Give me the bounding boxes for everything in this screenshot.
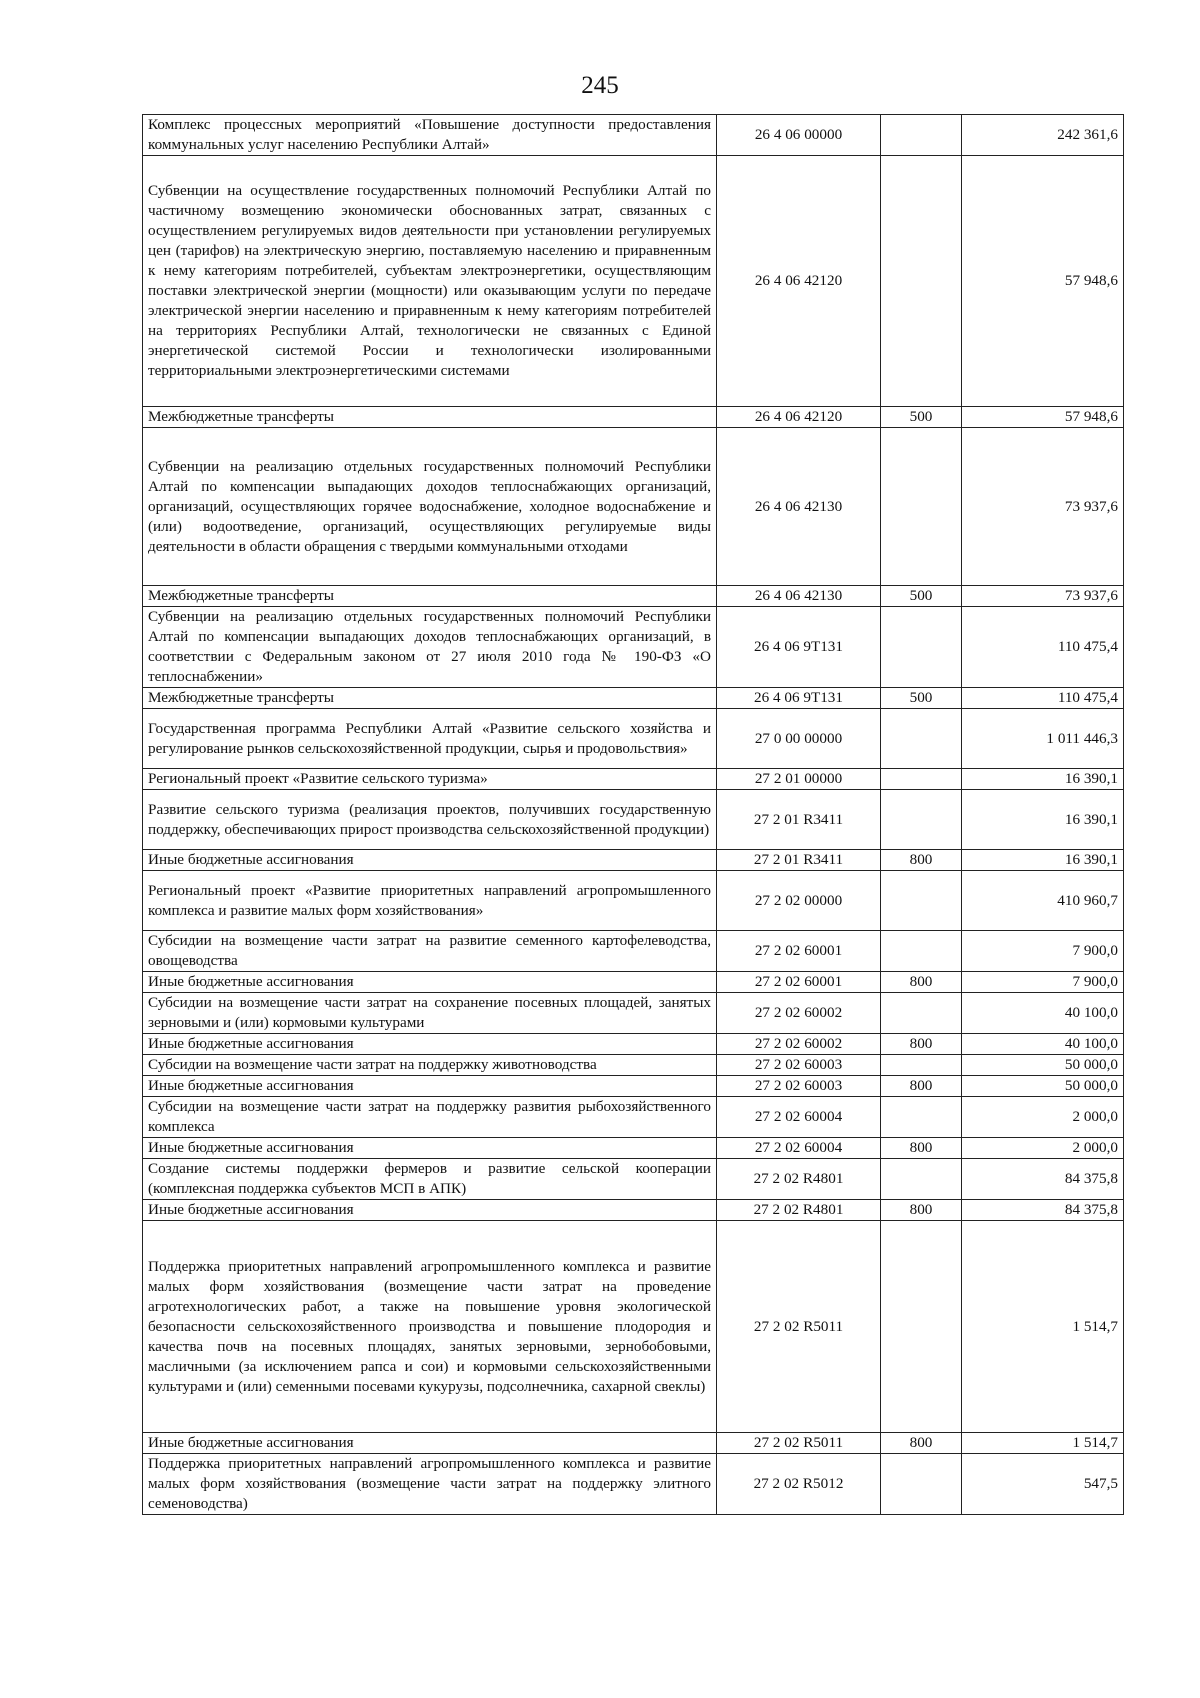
row-code: 27 2 02 60004 — [717, 1138, 881, 1159]
row-type — [881, 1221, 962, 1433]
table-row — [143, 1138, 1124, 1159]
row-code: 27 2 02 R5011 — [717, 1433, 881, 1454]
table-row — [143, 1454, 1124, 1515]
row-type: 800 — [881, 972, 962, 993]
row-name: Иные бюджетные ассигнования — [143, 1138, 717, 1159]
row-type — [881, 115, 962, 156]
table-row — [143, 972, 1124, 993]
table-row — [143, 688, 1124, 709]
row-name: Субсидии на возмещение части затрат на развитие семенного картофелеводства, овощеводства — [143, 931, 717, 972]
row-name: Субвенции на реализацию отдельных государственных полномочий Республики Алтай по компенсации выпадающих доходов теплоснабжающих организаций, организаций, осуществляющих горячее водоснабжение, холодное водоснабжение и (или) водоотведение, организаций, осуществляющих регулируемые виды деятельности в области обращения с твердыми коммунальными отходами — [143, 428, 717, 586]
row-sum: 410 960,7 — [962, 871, 1124, 931]
table-row — [143, 1076, 1124, 1097]
row-type — [881, 428, 962, 586]
row-name: Межбюджетные трансферты — [143, 688, 717, 709]
row-code: 26 4 06 9Т131 — [717, 607, 881, 688]
row-sum: 1 514,7 — [962, 1433, 1124, 1454]
table-row — [143, 709, 1124, 769]
row-type — [881, 1055, 962, 1076]
table-row — [143, 1433, 1124, 1454]
row-type — [881, 769, 962, 790]
row-code: 27 2 02 60003 — [717, 1055, 881, 1076]
row-name: Иные бюджетные ассигнования — [143, 1433, 717, 1454]
row-sum: 73 937,6 — [962, 586, 1124, 607]
row-type — [881, 993, 962, 1034]
row-type — [881, 156, 962, 407]
row-type: 800 — [881, 1200, 962, 1221]
row-sum: 50 000,0 — [962, 1076, 1124, 1097]
row-sum: 7 900,0 — [962, 972, 1124, 993]
row-sum: 1 011 446,3 — [962, 709, 1124, 769]
row-code: 26 4 06 42120 — [717, 407, 881, 428]
row-type: 800 — [881, 1076, 962, 1097]
row-code: 27 2 02 60002 — [717, 1034, 881, 1055]
row-type: 500 — [881, 688, 962, 709]
row-type: 800 — [881, 1034, 962, 1055]
row-code: 27 2 01 R3411 — [717, 850, 881, 871]
row-type — [881, 709, 962, 769]
row-type — [881, 931, 962, 972]
table-row — [143, 993, 1124, 1034]
row-sum: 73 937,6 — [962, 428, 1124, 586]
row-name: Развитие сельского туризма (реализация проектов, получивших государственную поддержку, обеспечивающих прирост производства сельскохозяйственной продукции) — [143, 790, 717, 850]
row-name: Иные бюджетные ассигнования — [143, 1034, 717, 1055]
table-row — [143, 607, 1124, 688]
table-row — [143, 1055, 1124, 1076]
row-code: 27 2 02 R4801 — [717, 1159, 881, 1200]
budget-table — [142, 114, 1124, 1515]
row-name: Комплекс процессных мероприятий «Повышение доступности предоставления коммунальных услуг населению Республики Алтай» — [143, 115, 717, 156]
table-row — [143, 1097, 1124, 1138]
row-sum: 57 948,6 — [962, 407, 1124, 428]
row-code: 27 2 02 60002 — [717, 993, 881, 1034]
row-name: Субсидии на возмещение части затрат на сохранение посевных площадей, занятых зерновыми и (или) кормовыми культурами — [143, 993, 717, 1034]
row-name: Межбюджетные трансферты — [143, 407, 717, 428]
row-code: 27 2 01 R3411 — [717, 790, 881, 850]
row-sum: 40 100,0 — [962, 1034, 1124, 1055]
row-sum: 57 948,6 — [962, 156, 1124, 407]
row-code: 26 4 06 00000 — [717, 115, 881, 156]
row-code: 26 4 06 42120 — [717, 156, 881, 407]
row-type: 500 — [881, 407, 962, 428]
row-type — [881, 790, 962, 850]
row-code: 26 4 06 42130 — [717, 586, 881, 607]
row-name: Иные бюджетные ассигнования — [143, 850, 717, 871]
row-code: 27 2 02 R5012 — [717, 1454, 881, 1515]
row-sum: 84 375,8 — [962, 1200, 1124, 1221]
table-row — [143, 769, 1124, 790]
row-code: 26 4 06 42130 — [717, 428, 881, 586]
row-code: 27 0 00 00000 — [717, 709, 881, 769]
row-code: 27 2 02 60004 — [717, 1097, 881, 1138]
row-name: Субвенции на реализацию отдельных государственных полномочий Республики Алтай по компенсации выпадающих доходов теплоснабжающих организаций, в соответствии с Федеральным законом от 27 июля 2010 года № 190-ФЗ «О теплоснабжении» — [143, 607, 717, 688]
row-type — [881, 1159, 962, 1200]
row-type: 800 — [881, 850, 962, 871]
row-sum: 1 514,7 — [962, 1221, 1124, 1433]
row-code: 27 2 02 R4801 — [717, 1200, 881, 1221]
row-code: 26 4 06 9Т131 — [717, 688, 881, 709]
row-name: Иные бюджетные ассигнования — [143, 1200, 717, 1221]
row-name: Создание системы поддержки фермеров и развитие сельской кооперации (комплексная поддержка субъектов МСП в АПК) — [143, 1159, 717, 1200]
table-row — [143, 407, 1124, 428]
row-sum: 16 390,1 — [962, 790, 1124, 850]
row-type: 500 — [881, 586, 962, 607]
row-name: Иные бюджетные ассигнования — [143, 1076, 717, 1097]
table-row — [143, 1200, 1124, 1221]
row-name: Поддержка приоритетных направлений агропромышленного комплекса и развитие малых форм хозяйствования (возмещение части затрат на проведение агротехнологических работ, а также на повышение уровня экологической безопасности сельскохозяйственного производства и повышение плодородия и качества почв на посевных площадях, занятых зерновыми, зернобобовыми, масличными (за исключением рапса и сои) и кормовыми сельскохозяйственными культурами и (или) семенными посевами кукурузы, подсолнечника, сахарной свеклы) — [143, 1221, 717, 1433]
row-name: Межбюджетные трансферты — [143, 586, 717, 607]
row-name: Региональный проект «Развитие сельского туризма» — [143, 769, 717, 790]
table-row — [143, 156, 1124, 407]
row-type — [881, 607, 962, 688]
table-row — [143, 931, 1124, 972]
row-sum: 16 390,1 — [962, 769, 1124, 790]
table-row — [143, 871, 1124, 931]
row-sum: 16 390,1 — [962, 850, 1124, 871]
row-name: Государственная программа Республики Алтай «Развитие сельского хозяйства и регулирование рынков сельскохозяйственной продукции, сырья и продовольствия» — [143, 709, 717, 769]
row-type: 800 — [881, 1138, 962, 1159]
row-name: Региональный проект «Развитие приоритетных направлений агропромышленного комплекса и развитие малых форм хозяйствования» — [143, 871, 717, 931]
table-row — [143, 586, 1124, 607]
row-code: 27 2 02 R5011 — [717, 1221, 881, 1433]
table-row — [143, 1034, 1124, 1055]
row-type — [881, 871, 962, 931]
table-row — [143, 428, 1124, 586]
table-row — [143, 850, 1124, 871]
row-name: Субсидии на возмещение части затрат на поддержку животноводства — [143, 1055, 717, 1076]
row-code: 27 2 01 00000 — [717, 769, 881, 790]
row-sum: 40 100,0 — [962, 993, 1124, 1034]
row-name: Поддержка приоритетных направлений агропромышленного комплекса и развитие малых форм хозяйствования (возмещение части затрат на поддержку элитного семеноводства) — [143, 1454, 717, 1515]
table-row — [143, 1221, 1124, 1433]
table-row — [143, 790, 1124, 850]
row-name: Субсидии на возмещение части затрат на поддержку развития рыбохозяйственного комплекса — [143, 1097, 717, 1138]
row-sum: 242 361,6 — [962, 115, 1124, 156]
row-code: 27 2 02 60001 — [717, 972, 881, 993]
row-sum: 2 000,0 — [962, 1138, 1124, 1159]
row-sum: 547,5 — [962, 1454, 1124, 1515]
page-number: 245 — [581, 72, 619, 99]
row-code: 27 2 02 60001 — [717, 931, 881, 972]
row-sum: 84 375,8 — [962, 1159, 1124, 1200]
row-sum: 110 475,4 — [962, 688, 1124, 709]
table-row — [143, 1159, 1124, 1200]
row-sum: 2 000,0 — [962, 1097, 1124, 1138]
row-sum: 50 000,0 — [962, 1055, 1124, 1076]
row-name: Субвенции на осуществление государственных полномочий Республики Алтай по частичному возмещению экономически обоснованных затрат, связанных с осуществлением регулируемых видов деятельности при установлении регулируемых цен (тарифов) на электрическую энергию, поставляемую населению и приравненным к нему категориям потребителей, субъектам электроэнергетики, осуществляющим поставки электрической энергии (мощности) или оказывающим услуги по передаче электрической энергии населению и приравненным к нему категориям потребителей на территориях Республики Алтай, технологически не связанных с Единой энергетической системой России и технологически изолированными территориальными электроэнергетическими системами — [143, 156, 717, 407]
row-type: 800 — [881, 1433, 962, 1454]
row-code: 27 2 02 60003 — [717, 1076, 881, 1097]
row-sum: 110 475,4 — [962, 607, 1124, 688]
row-code: 27 2 02 00000 — [717, 871, 881, 931]
row-sum: 7 900,0 — [962, 931, 1124, 972]
row-type — [881, 1097, 962, 1138]
row-name: Иные бюджетные ассигнования — [143, 972, 717, 993]
row-type — [881, 1454, 962, 1515]
table-row — [143, 115, 1124, 156]
